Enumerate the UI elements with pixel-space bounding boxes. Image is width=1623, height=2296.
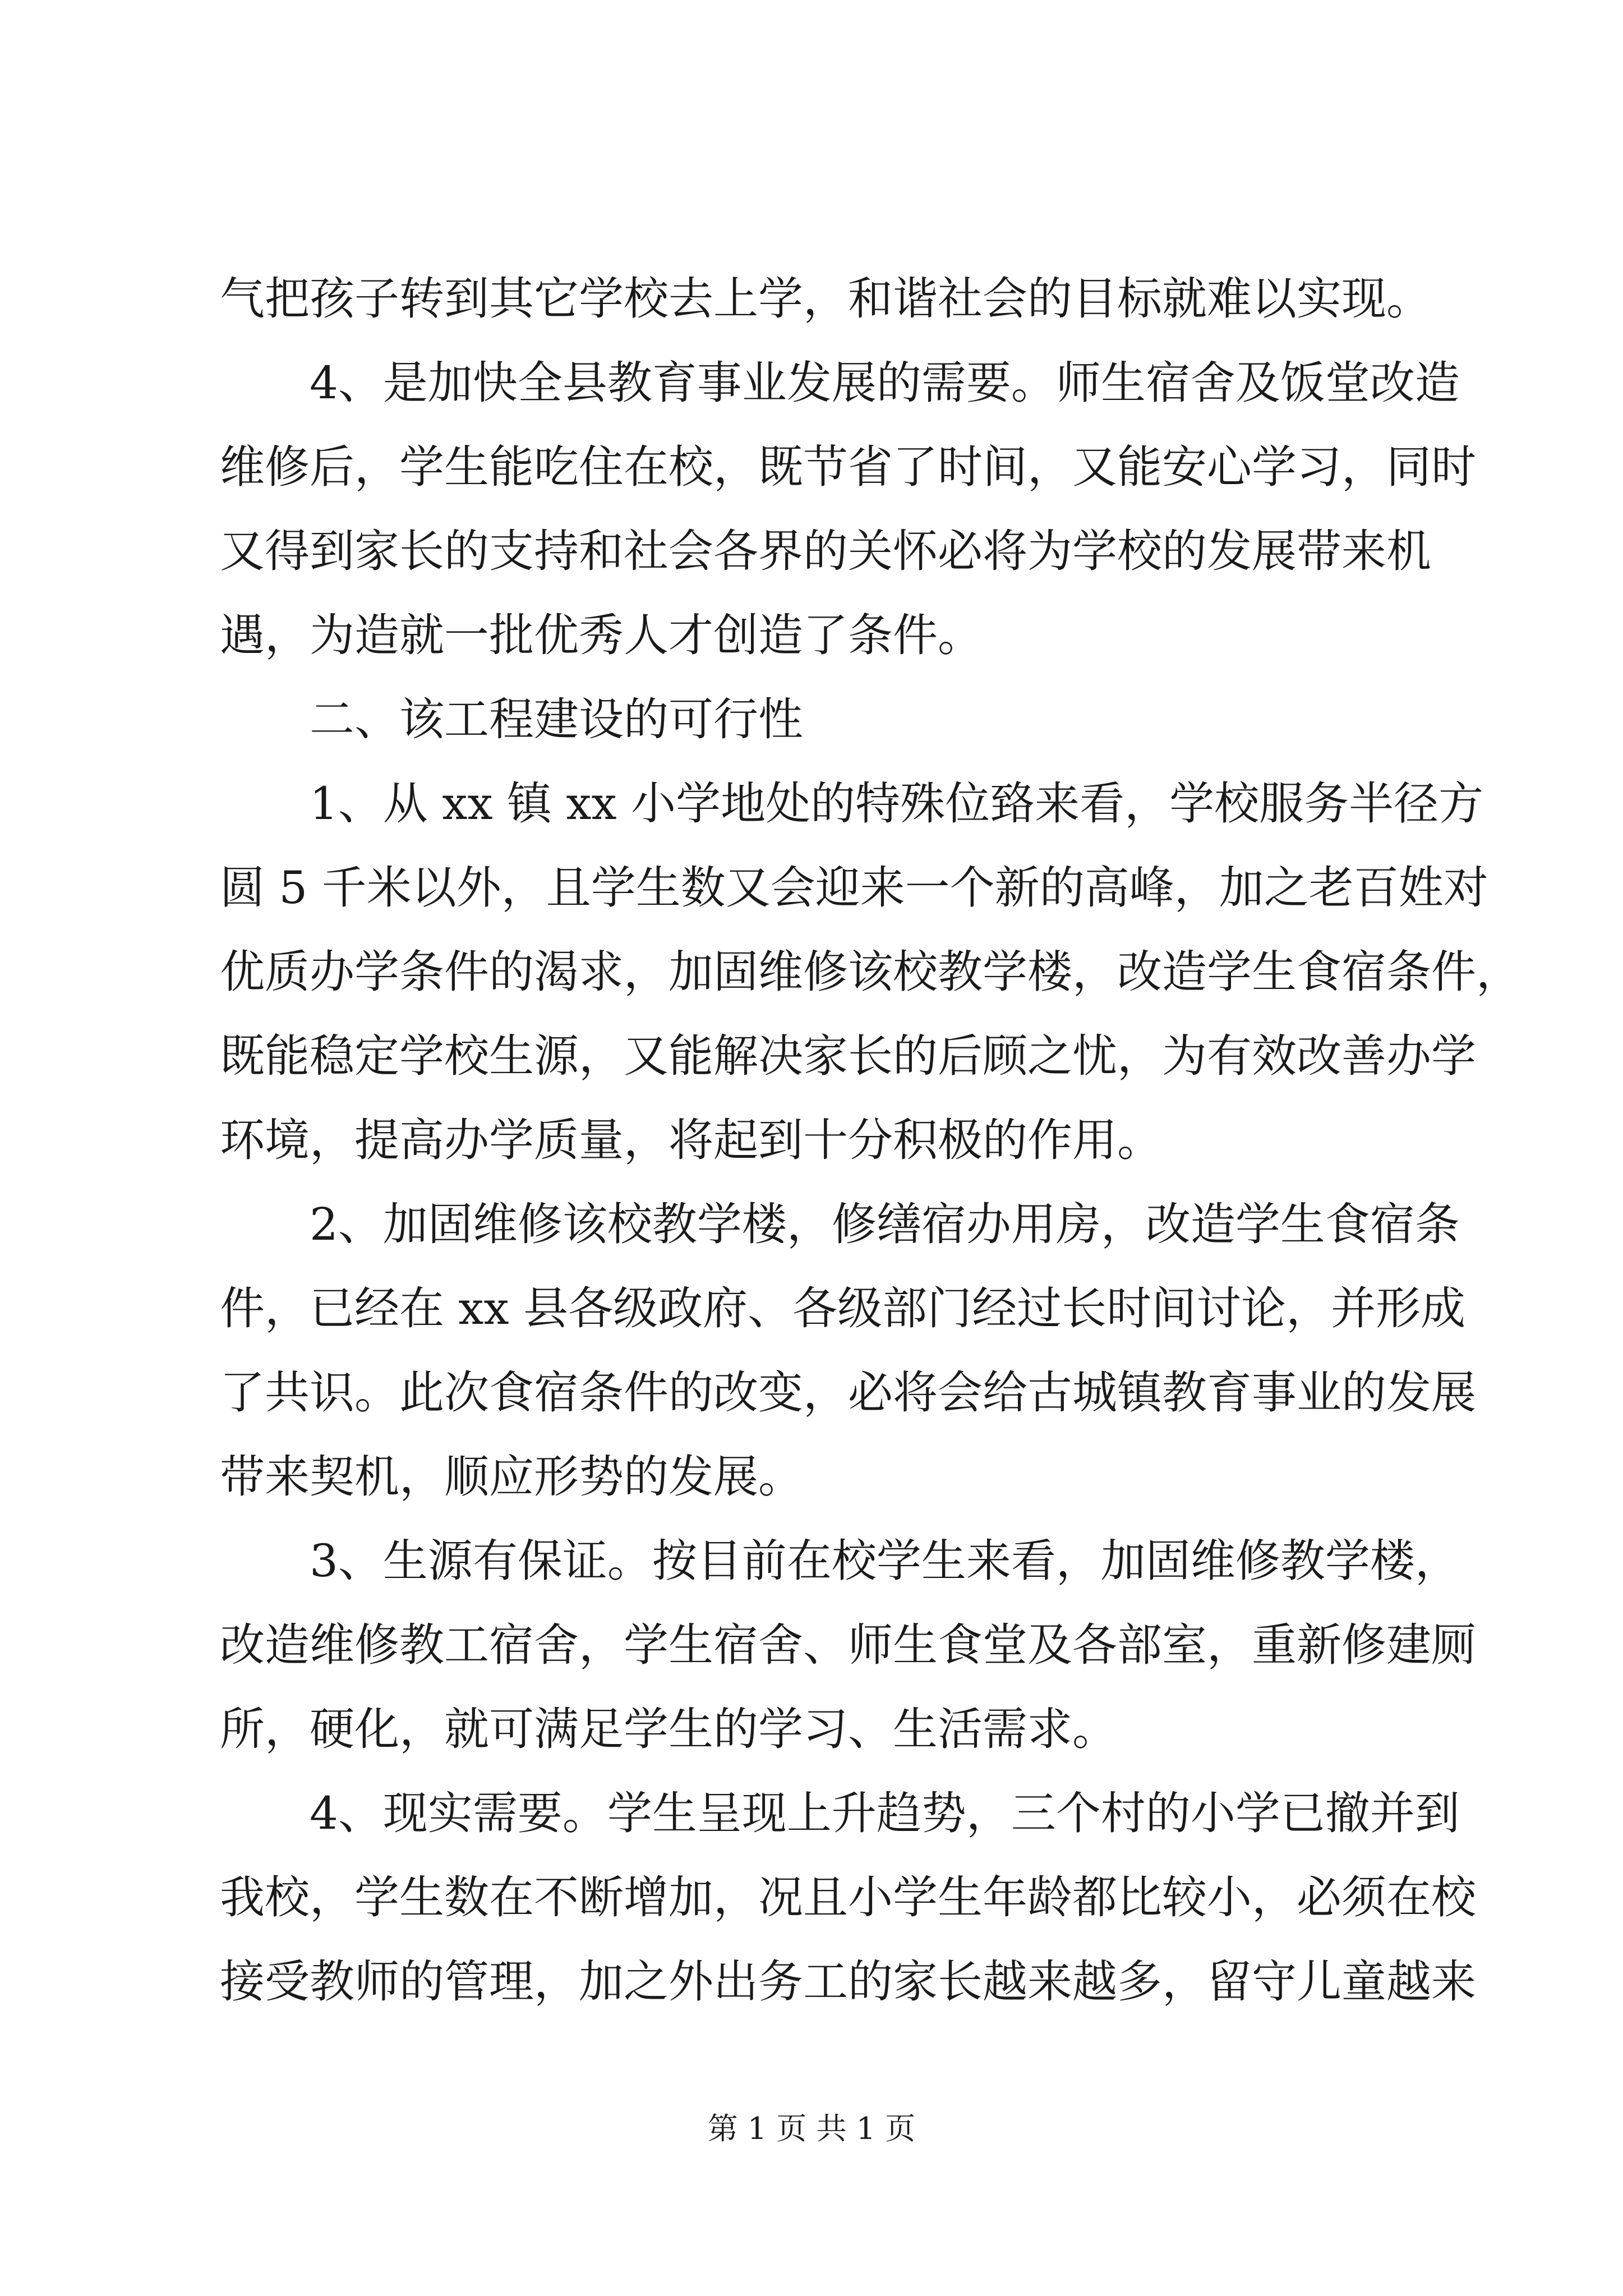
text-line: 3、生源有保证。按目前在校学生来看，加固维修教学楼， — [310, 1535, 1460, 1587]
document-body — [220, 257, 1521, 2024]
text-line: 改造维修教工宿舍，学生宿舍、师生食堂及各部室，重新修建厕 — [220, 1619, 1476, 1671]
text-line: 了共识。此次食宿条件的改变，必将会给古城镇教育事业的发展 — [220, 1366, 1476, 1419]
text-line: 遇，为造就一批优秀人才创造了条件。 — [220, 609, 983, 661]
text-line: 圆 5 千米以外，且学生数又会迎来一个新的高峰，加之老百姓对 — [220, 862, 1488, 914]
text-line: 件，已经在 xx 县各级政府、各级部门经过长时间讨论，并形成 — [220, 1282, 1466, 1335]
page-footer — [0, 2106, 1623, 2151]
text-line: 4、现实需要。学生呈现上升趋势，三个村的小学已撤并到 — [310, 1787, 1460, 1839]
text-line: 所，硬化，就可满足学生的学习、生活需求。 — [220, 1703, 1117, 1755]
text-line: 环境，提高办学质量，将起到十分积极的作用。 — [220, 1114, 1162, 1166]
text-line: 既能稳定学校生源，又能解决家长的后顾之忧，为有效改善办学 — [220, 1030, 1476, 1082]
page-number-label: 第 1 页 共 1 页 — [707, 2111, 916, 2146]
text-line: 维修后，学生能吃住在校，既节省了时间，又能安心学习，同时 — [220, 441, 1476, 493]
section-heading: 二、该工程建设的可行性 — [310, 693, 803, 746]
text-line: 我校，学生数在不断增加，况且小学生年龄都比较小，必须在校 — [220, 1871, 1476, 1924]
text-line: 带来契机，顺应形势的发展。 — [220, 1451, 803, 1503]
text-line: 优质办学条件的渴求，加固维修该校教学楼，改造学生食宿条件， — [220, 946, 1521, 998]
text-line: 1、从 xx 镇 xx 小学地处的特殊位臵来看，学校服务半径方 — [310, 777, 1484, 830]
text-line: 接受教师的管理，加之外出务工的家长越来越多，留守儿童越来 — [220, 1955, 1476, 2008]
text-line: 气把孩子转到其它学校去上学，和谐社会的目标就难以实现。 — [220, 273, 1431, 325]
text-line: 2、加固维修该校教学楼，修缮宿办用房，改造学生食宿条 — [310, 1198, 1460, 1250]
text-line: 又得到家长的支持和社会各界的关怀必将为学校的发展带来机 — [220, 525, 1431, 577]
text-line: 4、是加快全县教育事业发展的需要。师生宿舍及饭堂改造 — [310, 357, 1460, 409]
